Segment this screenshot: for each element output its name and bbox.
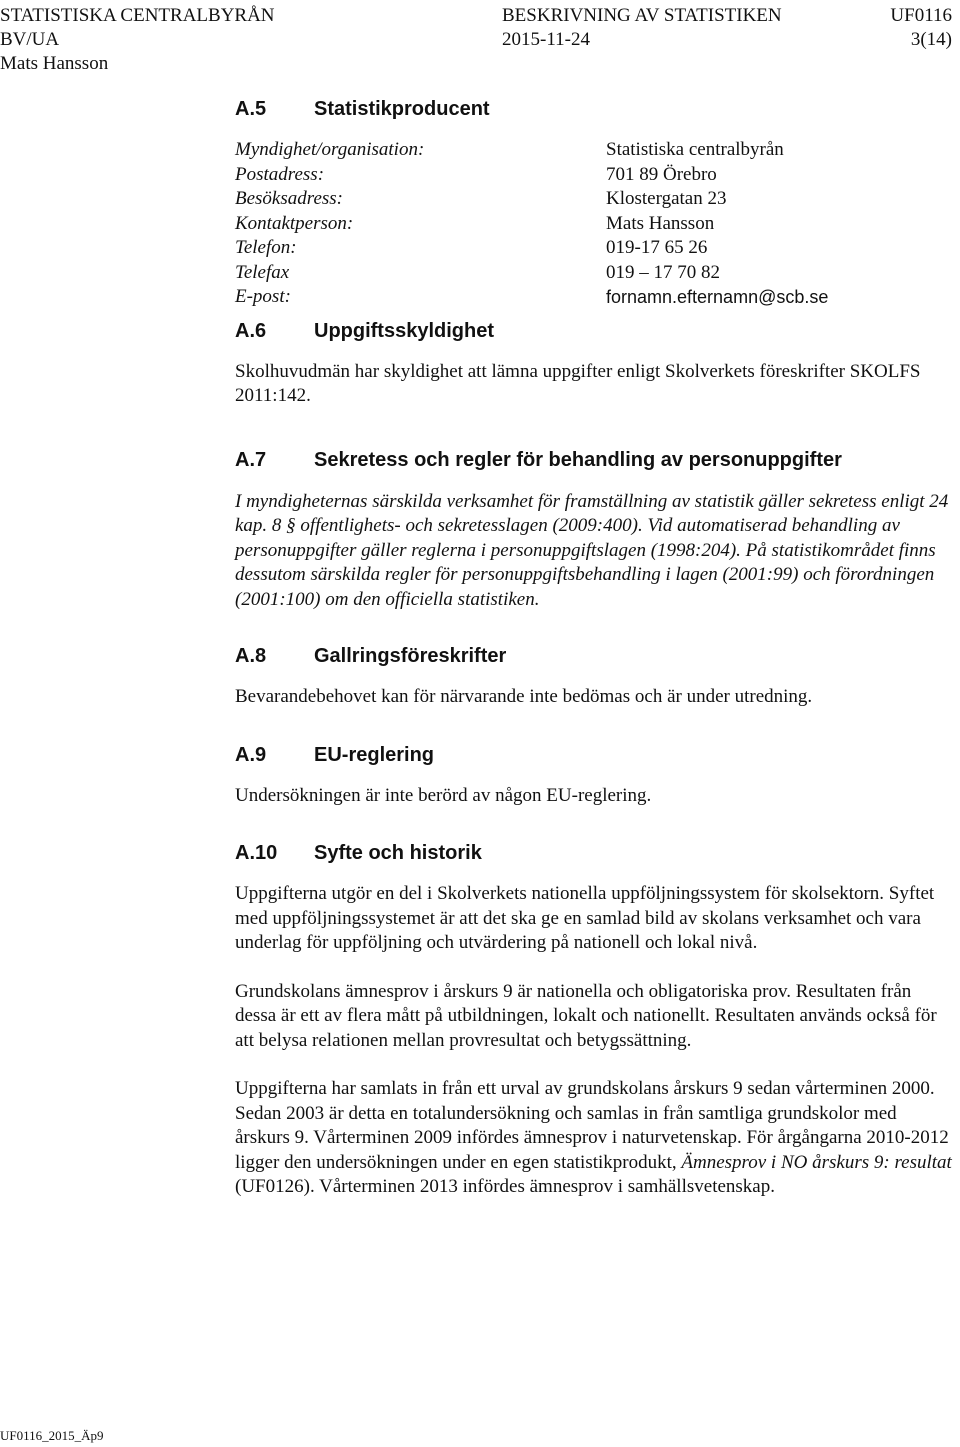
section-heading-a8 xyxy=(235,643,955,669)
section-heading-a9 xyxy=(235,742,955,768)
section-heading-a7 xyxy=(235,447,955,473)
section-heading-a5 xyxy=(235,96,955,122)
header-org: STATISTISKA CENTRALBYRÅN xyxy=(0,5,275,26)
section-body-a10-paragraph-1: Uppgifterna utgör en del i Skolverkets nationella uppföljningssystem för skolsektorn. Syftet med uppföljningssystemet är att det ska ge en samlad bild av skolans verksamhet och vara underlag för uppföljning och utvärdering på nationell och lokal nivå. xyxy=(235,883,935,953)
section-heading-a6 xyxy=(235,318,955,344)
detail-row-postal-address xyxy=(235,163,955,188)
header-right xyxy=(890,4,952,52)
detail-value: Klostergatan 23 xyxy=(606,188,727,209)
section-body-a10-paragraph-2: Grundskolans ämnesprov i årskurs 9 är nationella och obligatoriska prov. Resultaten från dessa är ett av flera mått på utbildningen, lokalt och nationellt. Resultaten används också för att belysa relationen mellan provresultat och betygssättning. xyxy=(235,980,937,1051)
detail-row-email xyxy=(235,285,955,310)
detail-value: Statistiska centralbyrån xyxy=(606,139,784,160)
section-title: Uppgiftsskyldighet xyxy=(314,319,495,342)
section-number: A.6 xyxy=(235,319,267,342)
detail-row-visiting-address xyxy=(235,187,955,212)
section-number: A.5 xyxy=(235,98,267,120)
header-middle xyxy=(502,4,782,52)
detail-label: Telefon: xyxy=(235,237,297,258)
detail-label: Telefax xyxy=(235,261,290,283)
detail-row-contact xyxy=(235,212,955,237)
section-body-a6: Skolhuvudmän har skyldighet att lämna uppgifter enligt Skolverkets föreskrifter SKOLFS 2011:142. xyxy=(235,360,921,406)
section-body-a8: Bevarandebehovet kan för närvarande inte bedömas och är under utredning. xyxy=(235,686,813,707)
detail-label: Besöksadress: xyxy=(235,188,343,209)
detail-value: Mats Hansson xyxy=(606,212,715,234)
detail-label: Myndighet/organisation: xyxy=(235,139,425,160)
section-number: A.10 xyxy=(235,842,278,864)
detail-row-organisation xyxy=(235,138,955,163)
detail-row-phone xyxy=(235,236,955,261)
section-body-a9: Undersökningen är inte berörd av någon EU-reglering. xyxy=(235,784,652,806)
header-left xyxy=(0,4,275,76)
section-title: Sekretess och regler för behandling av personuppgifter xyxy=(314,448,842,471)
main-content xyxy=(235,96,955,1200)
header-page-number: 3(14) xyxy=(910,29,952,50)
detail-value: 019-17 65 26 xyxy=(606,237,708,258)
section-title: Syfte och historik xyxy=(314,842,482,864)
detail-label: E-post: xyxy=(235,286,291,307)
section-number: A.8 xyxy=(235,645,267,667)
section-body-a10-paragraph-3 xyxy=(235,1077,955,1200)
section-title: Gallringsföreskrifter xyxy=(314,645,507,667)
producer-details xyxy=(235,138,955,310)
header-code: UF0116 xyxy=(890,5,952,26)
section-number: A.7 xyxy=(235,448,267,471)
header-author: Mats Hansson xyxy=(0,53,109,74)
detail-row-fax xyxy=(235,261,955,286)
product-name: Ämnesprov i NO årskurs 9: resultat xyxy=(681,1151,952,1173)
footer-document-id: UF0116_2015_Äp9 xyxy=(0,1428,104,1443)
section-number: A.9 xyxy=(235,743,267,766)
header-dept: BV/UA xyxy=(0,29,60,50)
paragraph-text: Uppgifterna har samlats in från ett urval av grundskolans årskurs 9 sedan vårterminen 2000. Sedan 2003 är detta en totalundersökning och samlas in från samtliga grundskolor med årskurs 9. Vårterminen 2009 infördes ämnesprov i naturvetenskap. För årgångarna 2010-2012 ligger den undersökningen under en egen statistikprodukt, xyxy=(235,1078,949,1173)
paragraph-text: (UF0126). Vårterminen 2013 infördes ämnesprov i samhällsvetenskap. xyxy=(235,1176,775,1197)
detail-label: Kontaktperson: xyxy=(235,212,354,234)
detail-label: Postadress: xyxy=(235,163,325,185)
header-date: 2015-11-24 xyxy=(502,29,590,50)
section-heading-a10 xyxy=(235,840,955,866)
email-link[interactable]: fornamn.efternamn@scb.se xyxy=(606,287,829,307)
detail-value: 019 – 17 70 82 xyxy=(606,261,720,283)
header-doc-type: BESKRIVNING AV STATISTIKEN xyxy=(502,5,782,26)
section-title: Statistikproducent xyxy=(314,98,490,120)
detail-value: 701 89 Örebro xyxy=(606,163,717,185)
section-title: EU-reglering xyxy=(314,743,435,766)
section-body-a7: I myndigheternas särskilda verksamhet för framställning av statistik gäller sekretess enligt 24 kap. 8 § offentlighets- och sekretesslagen (2009:400). Vid automatiserad behandling av personuppgifter gäller reglerna i personuppgiftslagen (1998:204). På statistikområdet finns dessutom särskilda regler för personuppgiftsbehandling i lagen (2001:99) och förordningen (2001:100) om den officiella statistiken. xyxy=(235,490,949,610)
